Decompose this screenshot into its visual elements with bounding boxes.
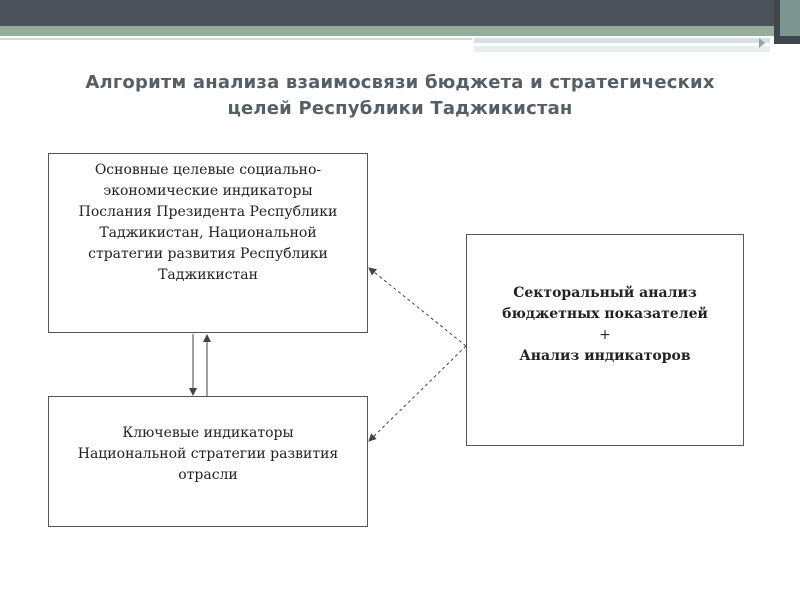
box-goals-line: экономические индикаторы (103, 183, 313, 199)
box-goals-line: Таджикистан, Национальной (99, 225, 317, 241)
box-goals-line: Основные целевые социально- (94, 162, 322, 178)
dashed-arrow-to-key (369, 346, 466, 441)
dashed-arrow-to-goals (369, 268, 466, 346)
box-key-line: Национальной стратегии развития (77, 446, 339, 462)
title-line-2: целей Республики Таджикистан (227, 98, 573, 119)
box-goals-line: стратегии развития Республики (88, 246, 328, 262)
box-key-line: Ключевые индикаторы (122, 425, 294, 441)
box-analysis-line-2: бюджетных показателей (502, 306, 708, 322)
box-analysis-line-3: Анализ индикаторов (519, 348, 691, 364)
box-analysis-line-1: Секторальный анализ (513, 285, 697, 301)
title-line-1: Алгоритм анализа взаимосвязи бюджета и стратегических (85, 72, 715, 93)
box-analysis-plus: + (599, 327, 611, 343)
box-goals-line: Таджикистан (158, 267, 258, 283)
box-key-line: отрасли (178, 467, 238, 483)
box-goals-line: Послания Президента Республики (78, 204, 338, 220)
